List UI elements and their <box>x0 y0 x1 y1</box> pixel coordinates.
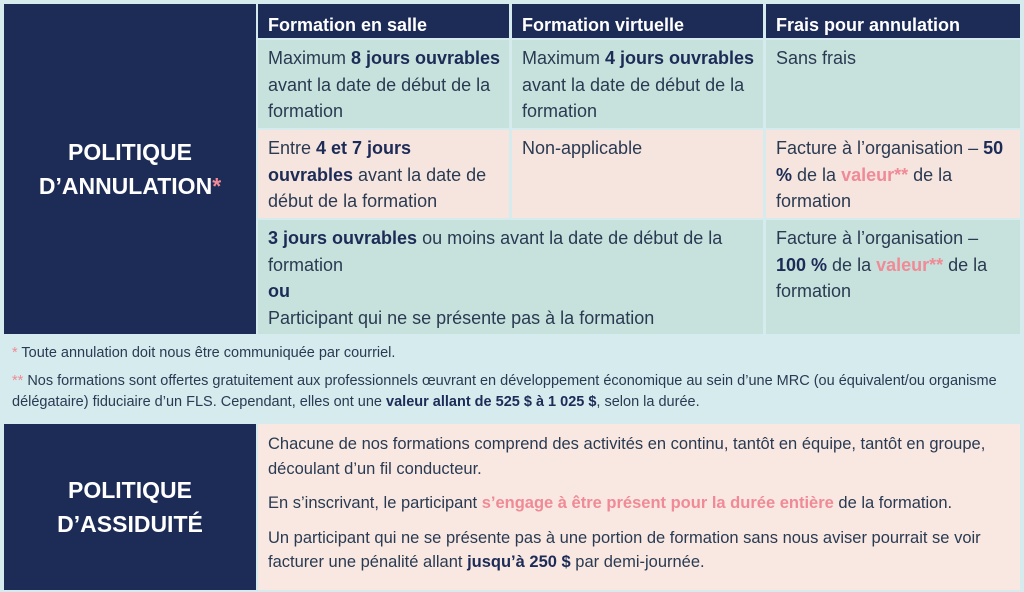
row1-salle-bold: 8 jours ouvrables <box>351 48 501 68</box>
row1-virtuelle-pre: Maximum <box>522 48 606 68</box>
row3-frais-pre: Facture à l’organisation – <box>776 228 979 248</box>
row2-frais-cell <box>766 130 1020 218</box>
row1-salle-pre: Maximum <box>268 48 352 68</box>
header-frais-annulation: Frais pour annulation <box>766 4 1020 38</box>
attendance-p3-bold: jusqu’à 250 $ <box>467 553 571 571</box>
footnote-1-marker: * <box>12 345 18 361</box>
row2-virtuelle-text: Non-applicable <box>522 138 643 158</box>
row1-salle-post: avant la date de début de la formation <box>268 74 491 121</box>
row1-frais-text: Sans frais <box>776 48 857 68</box>
row2-salle-cell <box>258 130 509 218</box>
footnote-2-bold: valeur allant de 525 $ à 1 025 $ <box>386 394 597 410</box>
row2-salle-post: avant la date de début de la formation <box>268 164 487 211</box>
attendance-content <box>258 424 1020 590</box>
footnote-2 <box>12 371 1014 413</box>
row2-frais-post: de la formation <box>776 164 953 211</box>
attendance-title-line1: POLITIQUE <box>68 477 192 503</box>
row3-combined-bold: 3 jours ouvrables <box>268 228 418 248</box>
attendance-p2-post: de la formation. <box>833 494 953 512</box>
row2-frais-bold: 50 % <box>776 138 1004 185</box>
row3-combined-line2: Participant qui ne se présente pas à la formation <box>268 307 655 328</box>
footnote-1-text: Toute annulation doit nous être communiquée par courriel. <box>17 345 396 361</box>
cancellation-title-star: * <box>212 173 222 199</box>
row3-frais-mid: de la <box>827 254 877 275</box>
cancellation-policy-title <box>4 4 256 334</box>
attendance-policy-title <box>4 424 256 590</box>
row3-frais-cell <box>766 220 1020 334</box>
header-formation-salle: Formation en salle <box>258 4 509 38</box>
row2-salle-bold: 4 et 7 jours ouvrables <box>268 138 412 185</box>
cancellation-title-line2-wrap <box>39 169 221 203</box>
attendance-paragraph-1: Chacune de nos formations comprend des activités en continu, tantôt en équipe, tantôt en groupe, découlant d’un fil conducteur. <box>268 435 986 478</box>
row3-frais-accent: valeur** <box>876 254 944 275</box>
row1-virtuelle-cell <box>512 40 763 128</box>
row2-frais-pre: Facture à l’organisation – <box>776 138 984 158</box>
footnote-2-end: , selon la durée. <box>596 394 700 410</box>
row3-frais-bold: 100 % <box>776 254 828 275</box>
attendance-title-line2: D’ASSIDUITÉ <box>57 511 203 537</box>
cancellation-title-line2: D’ANNULATION <box>38 173 213 199</box>
row1-virtuelle-bold: 4 jours ouvrables <box>605 48 755 68</box>
attendance-p2-accent: s’engage à être présent pour la durée entière <box>481 494 834 512</box>
footnote-1 <box>12 343 1012 364</box>
header-formation-virtuelle: Formation virtuelle <box>512 4 763 38</box>
row3-combined-post: ou moins avant la date de début de la formation <box>268 228 723 275</box>
row3-frais-post: de la formation <box>776 254 988 301</box>
row2-virtuelle-cell <box>512 130 763 218</box>
attendance-p3-post: par demi-journée. <box>570 553 705 571</box>
row2-frais-accent: valeur** <box>841 164 909 185</box>
row1-salle-cell <box>258 40 509 128</box>
attendance-p3-pre: Un participant qui ne se présente pas à une portion de formation sans nous aviser pourrait se voir facturer une pénalité allant <box>268 528 981 571</box>
attendance-p2-pre: En s’inscrivant, le participant <box>268 494 482 512</box>
footnote-2-marker: ** <box>12 373 24 389</box>
cancellation-title-line1: POLITIQUE <box>68 139 192 165</box>
row1-frais-cell <box>766 40 1020 128</box>
row1-virtuelle-post: avant la date de début de la formation <box>522 74 745 121</box>
row2-salle-pre: Entre <box>268 138 317 158</box>
row2-frais-mid: de la <box>792 164 842 185</box>
footnote-2-text: Nos formations sont offertes gratuitement aux professionnels œuvrant en développement économique au sein d’une MRC (ou équivalent/ou organisme délégataire) fiduciaire d’un FLS. Cependant, elles ont une <box>12 373 997 410</box>
row3-combined-ou: ou <box>268 281 290 301</box>
attendance-paragraph-2 <box>268 491 1006 516</box>
attendance-paragraph-3 <box>268 526 1006 575</box>
row3-combined-cell <box>258 220 763 334</box>
